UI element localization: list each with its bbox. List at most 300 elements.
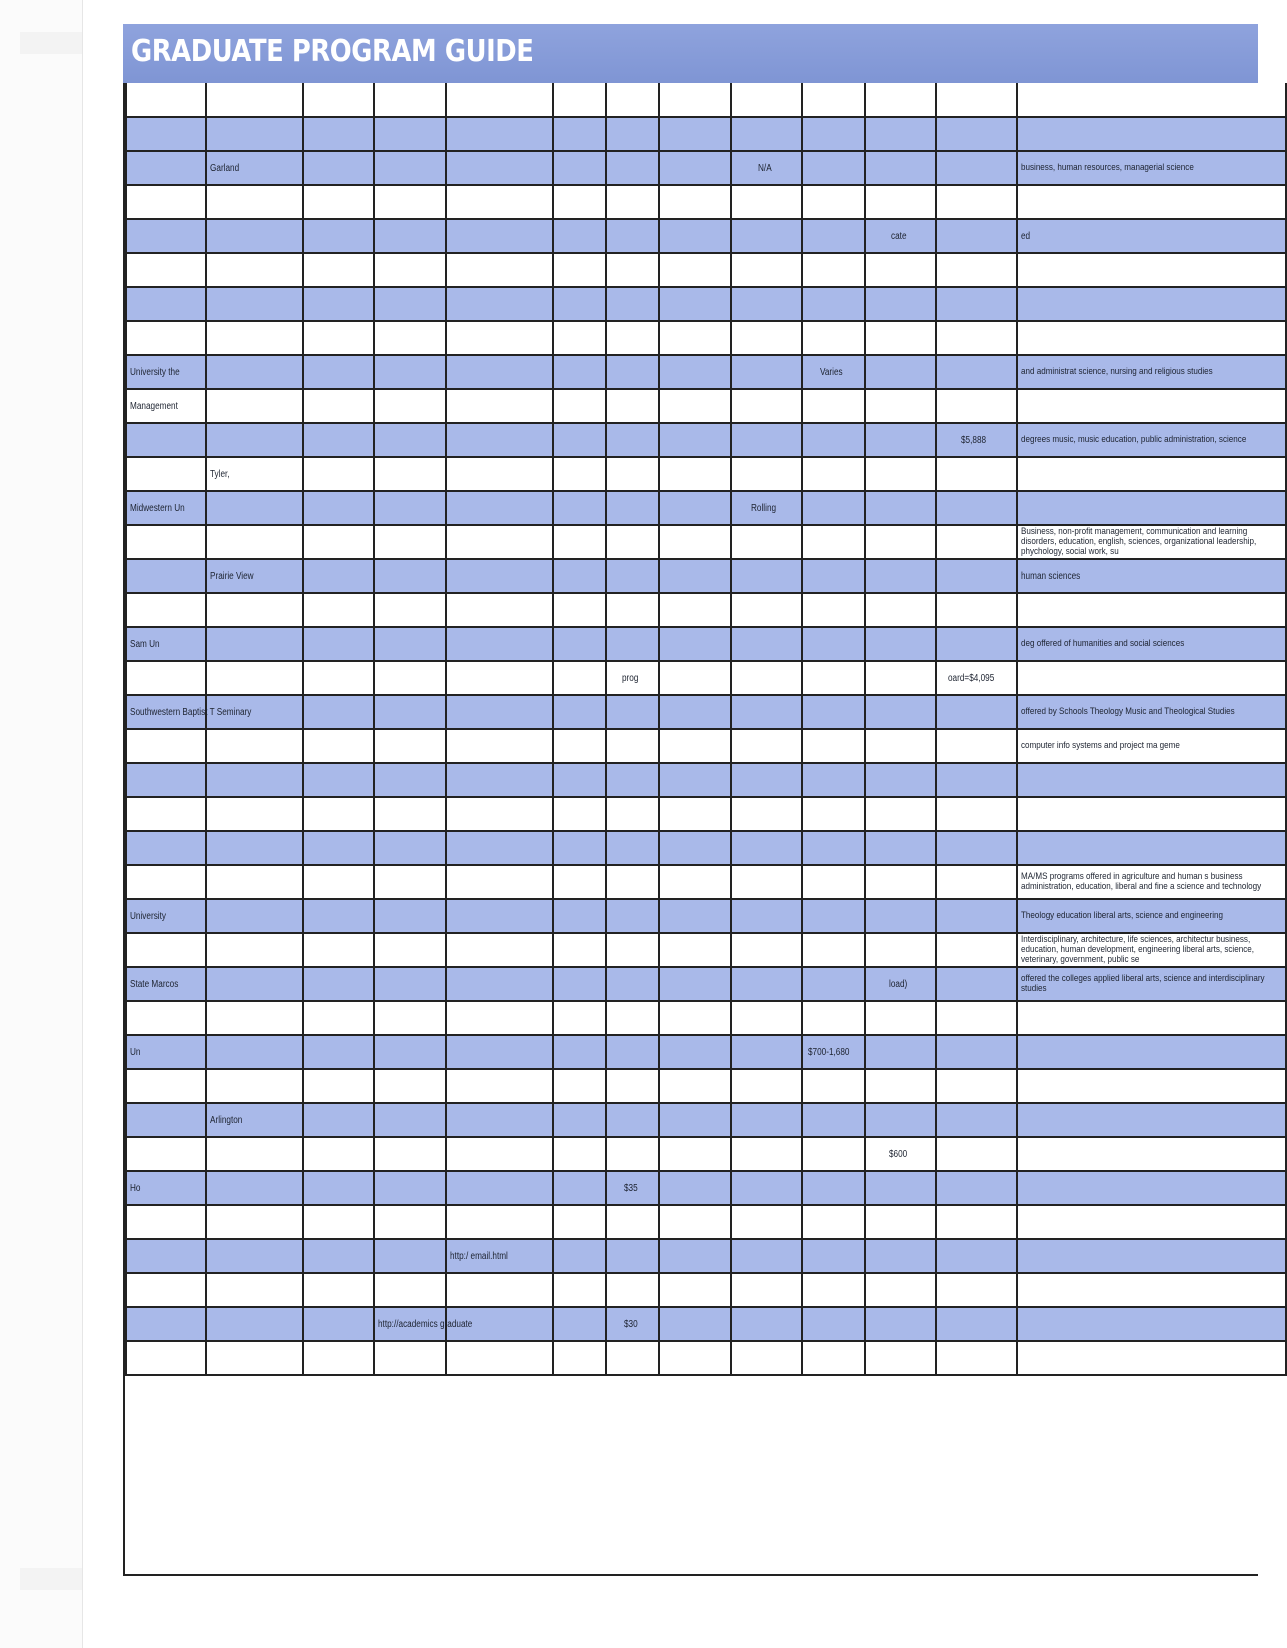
table-cell bbox=[802, 763, 865, 797]
table-cell bbox=[731, 457, 802, 491]
table-cell bbox=[731, 559, 802, 593]
cell-text: Business, non-profit management, communication and learning disorders, education, english, sciences, organizational leadership, phychology, social work, su bbox=[1021, 526, 1257, 557]
table-cell bbox=[802, 185, 865, 219]
table-cell bbox=[865, 1307, 936, 1341]
cell-text: and administrat science, nursing and religious studies bbox=[1021, 366, 1213, 377]
table-cell bbox=[659, 1001, 731, 1035]
table-cell bbox=[731, 491, 802, 525]
table-cell bbox=[126, 1239, 206, 1273]
table-cell bbox=[553, 1137, 606, 1171]
table-cell bbox=[374, 831, 446, 865]
table-cell bbox=[731, 287, 802, 321]
table-cell bbox=[606, 321, 659, 355]
table-cell bbox=[126, 287, 206, 321]
table-cell bbox=[374, 185, 446, 219]
table-cell bbox=[802, 729, 865, 763]
table-cell bbox=[303, 117, 374, 151]
table-cell bbox=[553, 287, 606, 321]
table-cell bbox=[731, 695, 802, 729]
table-cell bbox=[553, 151, 606, 185]
table-row bbox=[126, 1001, 1286, 1035]
table-cell bbox=[802, 899, 865, 933]
table-cell bbox=[553, 1341, 606, 1375]
table-cell bbox=[659, 1137, 731, 1171]
table-cell bbox=[802, 1205, 865, 1239]
table-cell bbox=[606, 151, 659, 185]
table-cell bbox=[374, 763, 446, 797]
table-cell bbox=[936, 1137, 1017, 1171]
cell-text: State Marcos bbox=[130, 978, 179, 990]
table-cell bbox=[1017, 933, 1286, 967]
table-cell bbox=[606, 865, 659, 899]
table-cell bbox=[802, 117, 865, 151]
table-cell bbox=[802, 559, 865, 593]
table-cell bbox=[865, 1205, 936, 1239]
table-cell bbox=[206, 491, 303, 525]
table-cell bbox=[553, 865, 606, 899]
table-row bbox=[126, 1171, 1286, 1205]
cell-text: Management bbox=[130, 400, 178, 412]
table-cell bbox=[936, 661, 1017, 695]
table-cell bbox=[126, 117, 206, 151]
table-cell bbox=[936, 899, 1017, 933]
table-cell bbox=[374, 525, 446, 559]
table-cell bbox=[303, 525, 374, 559]
table-cell bbox=[731, 627, 802, 661]
table-cell bbox=[553, 1069, 606, 1103]
table-cell bbox=[936, 83, 1017, 117]
table-cell bbox=[865, 865, 936, 899]
table-cell bbox=[1017, 729, 1286, 763]
table-cell bbox=[731, 253, 802, 287]
table-cell bbox=[865, 627, 936, 661]
table-cell bbox=[126, 423, 206, 457]
table-cell bbox=[936, 355, 1017, 389]
table-cell bbox=[303, 627, 374, 661]
table-cell bbox=[865, 457, 936, 491]
table-cell bbox=[206, 321, 303, 355]
table-cell bbox=[303, 1239, 374, 1273]
table-row bbox=[126, 1307, 1286, 1341]
table-cell bbox=[126, 1341, 206, 1375]
cell-text: Theology education liberal arts, science and engineering bbox=[1021, 910, 1224, 921]
cell-text: Un bbox=[130, 1046, 141, 1058]
table-cell bbox=[374, 695, 446, 729]
table-cell bbox=[126, 389, 206, 423]
table-cell bbox=[206, 1001, 303, 1035]
table-cell bbox=[936, 593, 1017, 627]
table-cell bbox=[606, 1205, 659, 1239]
table-cell bbox=[446, 219, 553, 253]
cell-text: http:/ email.html bbox=[450, 1250, 508, 1262]
table-cell bbox=[374, 1069, 446, 1103]
table-cell bbox=[206, 1341, 303, 1375]
table-cell bbox=[374, 1273, 446, 1307]
table-cell bbox=[446, 185, 553, 219]
table-cell bbox=[802, 525, 865, 559]
table-cell bbox=[553, 593, 606, 627]
table-cell bbox=[126, 661, 206, 695]
table-cell bbox=[303, 797, 374, 831]
table-cell bbox=[659, 797, 731, 831]
table-cell bbox=[126, 729, 206, 763]
table-cell bbox=[553, 83, 606, 117]
table-cell bbox=[802, 831, 865, 865]
table-cell bbox=[865, 1103, 936, 1137]
table-row bbox=[126, 457, 1286, 491]
table-cell bbox=[936, 1069, 1017, 1103]
table-cell bbox=[303, 185, 374, 219]
table-cell bbox=[446, 457, 553, 491]
cell-text: ed bbox=[1021, 230, 1031, 242]
table-cell bbox=[802, 593, 865, 627]
table-cell bbox=[606, 1341, 659, 1375]
table-cell bbox=[936, 729, 1017, 763]
table-cell bbox=[446, 1069, 553, 1103]
table-cell bbox=[1017, 1273, 1286, 1307]
table-cell bbox=[1017, 1069, 1286, 1103]
table-cell bbox=[553, 491, 606, 525]
table-cell bbox=[553, 627, 606, 661]
table-cell bbox=[303, 1273, 374, 1307]
table-cell bbox=[1017, 219, 1286, 253]
table-row bbox=[126, 933, 1286, 967]
table-cell bbox=[303, 1205, 374, 1239]
table-cell bbox=[1017, 695, 1286, 729]
table-cell bbox=[865, 729, 936, 763]
table-row bbox=[126, 253, 1286, 287]
table-cell bbox=[374, 797, 446, 831]
table-cell bbox=[659, 525, 731, 559]
table-cell bbox=[659, 321, 731, 355]
margin-tab bbox=[20, 1568, 82, 1590]
table-cell bbox=[731, 1171, 802, 1205]
table-cell bbox=[446, 695, 553, 729]
table-cell bbox=[1017, 491, 1286, 525]
table-cell bbox=[659, 389, 731, 423]
table-cell bbox=[446, 1273, 553, 1307]
table-cell bbox=[936, 491, 1017, 525]
table-cell bbox=[1017, 457, 1286, 491]
table-cell bbox=[126, 967, 206, 1001]
table-cell bbox=[606, 457, 659, 491]
table-cell bbox=[1017, 423, 1286, 457]
table-cell bbox=[865, 1035, 936, 1069]
table-cell bbox=[606, 899, 659, 933]
table-cell bbox=[126, 321, 206, 355]
table-cell bbox=[936, 1239, 1017, 1273]
table-cell bbox=[936, 389, 1017, 423]
table-cell bbox=[553, 423, 606, 457]
table-cell bbox=[206, 355, 303, 389]
table-cell bbox=[802, 1239, 865, 1273]
table-cell bbox=[659, 185, 731, 219]
table-row bbox=[126, 355, 1286, 389]
table-cell bbox=[606, 763, 659, 797]
table-cell bbox=[731, 321, 802, 355]
table-cell bbox=[303, 287, 374, 321]
table-cell bbox=[865, 321, 936, 355]
table-cell bbox=[553, 525, 606, 559]
table-cell bbox=[802, 797, 865, 831]
table-cell bbox=[303, 1171, 374, 1205]
table-cell bbox=[303, 729, 374, 763]
table-cell bbox=[126, 219, 206, 253]
table-cell bbox=[303, 321, 374, 355]
table-cell bbox=[126, 933, 206, 967]
cell-text: human sciences bbox=[1021, 570, 1081, 582]
table-cell bbox=[731, 865, 802, 899]
table-cell bbox=[659, 593, 731, 627]
table-cell bbox=[206, 865, 303, 899]
table-cell bbox=[659, 1035, 731, 1069]
table-cell bbox=[206, 661, 303, 695]
table-cell bbox=[802, 389, 865, 423]
table-cell bbox=[303, 1103, 374, 1137]
table-row bbox=[126, 491, 1286, 525]
table-cell bbox=[446, 287, 553, 321]
table-cell bbox=[936, 1001, 1017, 1035]
table-cell bbox=[1017, 253, 1286, 287]
table-cell bbox=[606, 831, 659, 865]
table-cell bbox=[303, 593, 374, 627]
table-row bbox=[126, 899, 1286, 933]
table-cell bbox=[936, 1103, 1017, 1137]
table-cell bbox=[731, 1239, 802, 1273]
table-cell bbox=[303, 967, 374, 1001]
table-cell bbox=[374, 321, 446, 355]
table-cell bbox=[206, 525, 303, 559]
cell-text: offered the colleges applied liberal arts, science and interdisciplinary studies bbox=[1021, 973, 1265, 994]
table-cell bbox=[303, 1307, 374, 1341]
table-cell bbox=[446, 831, 553, 865]
table-cell bbox=[446, 151, 553, 185]
table-row bbox=[126, 1035, 1286, 1069]
table-cell bbox=[446, 1103, 553, 1137]
table-cell bbox=[731, 423, 802, 457]
table-cell bbox=[936, 865, 1017, 899]
table-cell bbox=[936, 1273, 1017, 1307]
table-row bbox=[126, 559, 1286, 593]
table-cell bbox=[936, 559, 1017, 593]
table-cell bbox=[659, 763, 731, 797]
table-cell bbox=[126, 151, 206, 185]
table-cell bbox=[731, 1103, 802, 1137]
table-cell bbox=[446, 321, 553, 355]
table-cell bbox=[731, 355, 802, 389]
table-cell bbox=[206, 253, 303, 287]
table-cell bbox=[802, 321, 865, 355]
table-cell bbox=[206, 593, 303, 627]
table-cell bbox=[606, 1307, 659, 1341]
table-cell bbox=[1017, 185, 1286, 219]
table-cell bbox=[446, 763, 553, 797]
table-cell bbox=[606, 1001, 659, 1035]
table-cell bbox=[659, 151, 731, 185]
table-row bbox=[126, 865, 1286, 899]
table-cell bbox=[126, 695, 252, 729]
table-cell bbox=[206, 117, 303, 151]
table-cell bbox=[606, 423, 659, 457]
table-cell bbox=[1017, 559, 1286, 593]
table-cell bbox=[374, 865, 446, 899]
table-cell bbox=[206, 933, 303, 967]
table-cell bbox=[659, 1273, 731, 1307]
table-cell bbox=[446, 1001, 553, 1035]
table-cell bbox=[802, 1103, 865, 1137]
table-cell bbox=[731, 729, 802, 763]
table-cell bbox=[936, 185, 1017, 219]
table-cell bbox=[446, 797, 553, 831]
table-cell bbox=[446, 933, 553, 967]
cell-text: University the bbox=[130, 366, 180, 378]
cell-text: load) bbox=[889, 978, 908, 990]
table-cell bbox=[126, 593, 206, 627]
table-cell bbox=[802, 457, 865, 491]
table-cell bbox=[731, 185, 802, 219]
table-row bbox=[126, 185, 1286, 219]
table-cell bbox=[553, 1273, 606, 1307]
table-cell bbox=[303, 151, 374, 185]
table-cell bbox=[446, 491, 553, 525]
table-cell bbox=[1017, 1137, 1286, 1171]
table-cell bbox=[659, 83, 731, 117]
table-cell bbox=[1017, 899, 1286, 933]
table-row bbox=[126, 1103, 1286, 1137]
table-cell bbox=[553, 1103, 606, 1137]
table-cell bbox=[659, 253, 731, 287]
table-cell bbox=[865, 1001, 936, 1035]
table-cell bbox=[1017, 763, 1286, 797]
table-row bbox=[126, 831, 1286, 865]
table-cell bbox=[303, 457, 374, 491]
table-cell bbox=[303, 355, 374, 389]
table-cell bbox=[865, 253, 936, 287]
margin-tab bbox=[20, 32, 82, 54]
table-cell bbox=[606, 559, 659, 593]
table-cell bbox=[659, 287, 731, 321]
table-cell bbox=[802, 695, 865, 729]
cell-text: Varies bbox=[819, 366, 843, 378]
table-cell bbox=[303, 763, 374, 797]
table-cell bbox=[606, 661, 659, 695]
table-cell bbox=[802, 83, 865, 117]
table-cell bbox=[374, 661, 446, 695]
table-cell bbox=[206, 1239, 303, 1273]
table-cell bbox=[936, 1171, 1017, 1205]
table-cell bbox=[374, 151, 446, 185]
table-cell bbox=[606, 287, 659, 321]
table-cell bbox=[446, 423, 553, 457]
table-cell bbox=[374, 729, 446, 763]
table-cell bbox=[374, 1239, 446, 1273]
table-cell bbox=[802, 967, 865, 1001]
table-cell bbox=[936, 423, 1017, 457]
table-cell bbox=[374, 899, 446, 933]
table-row bbox=[126, 967, 1286, 1001]
table-cell bbox=[303, 831, 374, 865]
cell-text: MA/MS programs offered in agriculture and human s business administration, education, liberal and fine a science and technology bbox=[1021, 871, 1262, 892]
table-cell bbox=[374, 253, 446, 287]
table-cell bbox=[553, 1239, 606, 1273]
table-cell bbox=[553, 1035, 606, 1069]
table-cell bbox=[865, 593, 936, 627]
table-cell bbox=[206, 797, 303, 831]
table-cell bbox=[865, 117, 936, 151]
table-cell bbox=[865, 899, 936, 933]
table-cell bbox=[553, 253, 606, 287]
table-cell bbox=[659, 491, 731, 525]
table-cell bbox=[731, 593, 802, 627]
table-cell bbox=[1017, 967, 1286, 1001]
table-cell bbox=[606, 695, 659, 729]
table-cell bbox=[802, 933, 865, 967]
table-cell bbox=[731, 1069, 802, 1103]
table-cell bbox=[865, 1341, 936, 1375]
table-cell bbox=[553, 933, 606, 967]
table-cell bbox=[802, 627, 865, 661]
table-cell bbox=[206, 423, 303, 457]
program-table-container bbox=[123, 83, 1265, 1576]
table-cell bbox=[802, 355, 865, 389]
table-cell bbox=[126, 763, 206, 797]
table-cell bbox=[731, 83, 802, 117]
table-cell bbox=[446, 729, 553, 763]
table-cell bbox=[731, 831, 802, 865]
table-cell bbox=[553, 185, 606, 219]
table-cell bbox=[126, 865, 206, 899]
table-cell bbox=[606, 491, 659, 525]
table-cell bbox=[374, 559, 446, 593]
table-cell bbox=[126, 525, 206, 559]
table-cell bbox=[802, 865, 865, 899]
table-cell bbox=[865, 1273, 936, 1307]
table-cell bbox=[303, 253, 374, 287]
table-cell bbox=[446, 525, 553, 559]
cell-text: Rolling bbox=[751, 502, 777, 514]
table-cell bbox=[446, 389, 553, 423]
table-cell bbox=[446, 253, 553, 287]
table-cell bbox=[374, 1103, 446, 1137]
table-cell bbox=[1017, 593, 1286, 627]
table-cell bbox=[606, 797, 659, 831]
cell-text: degrees music, music education, public administration, science bbox=[1021, 434, 1247, 445]
table-cell bbox=[206, 185, 303, 219]
table-cell bbox=[659, 423, 731, 457]
table-cell bbox=[553, 695, 606, 729]
table-cell bbox=[865, 967, 936, 1001]
program-table bbox=[125, 83, 1287, 1376]
table-cell bbox=[553, 797, 606, 831]
table-cell bbox=[1017, 355, 1286, 389]
table-cell bbox=[303, 1069, 374, 1103]
table-cell bbox=[731, 933, 802, 967]
table-cell bbox=[802, 661, 865, 695]
table-cell bbox=[206, 1069, 303, 1103]
table-cell bbox=[802, 1171, 865, 1205]
table-cell bbox=[446, 1171, 553, 1205]
table-cell bbox=[126, 457, 206, 491]
table-cell bbox=[446, 117, 553, 151]
table-cell bbox=[126, 1273, 206, 1307]
table-cell bbox=[731, 899, 802, 933]
table-cell bbox=[303, 1035, 374, 1069]
table-cell bbox=[802, 1273, 865, 1307]
table-cell bbox=[553, 1171, 606, 1205]
table-cell bbox=[865, 219, 936, 253]
table-cell bbox=[206, 763, 303, 797]
table-cell bbox=[126, 185, 206, 219]
